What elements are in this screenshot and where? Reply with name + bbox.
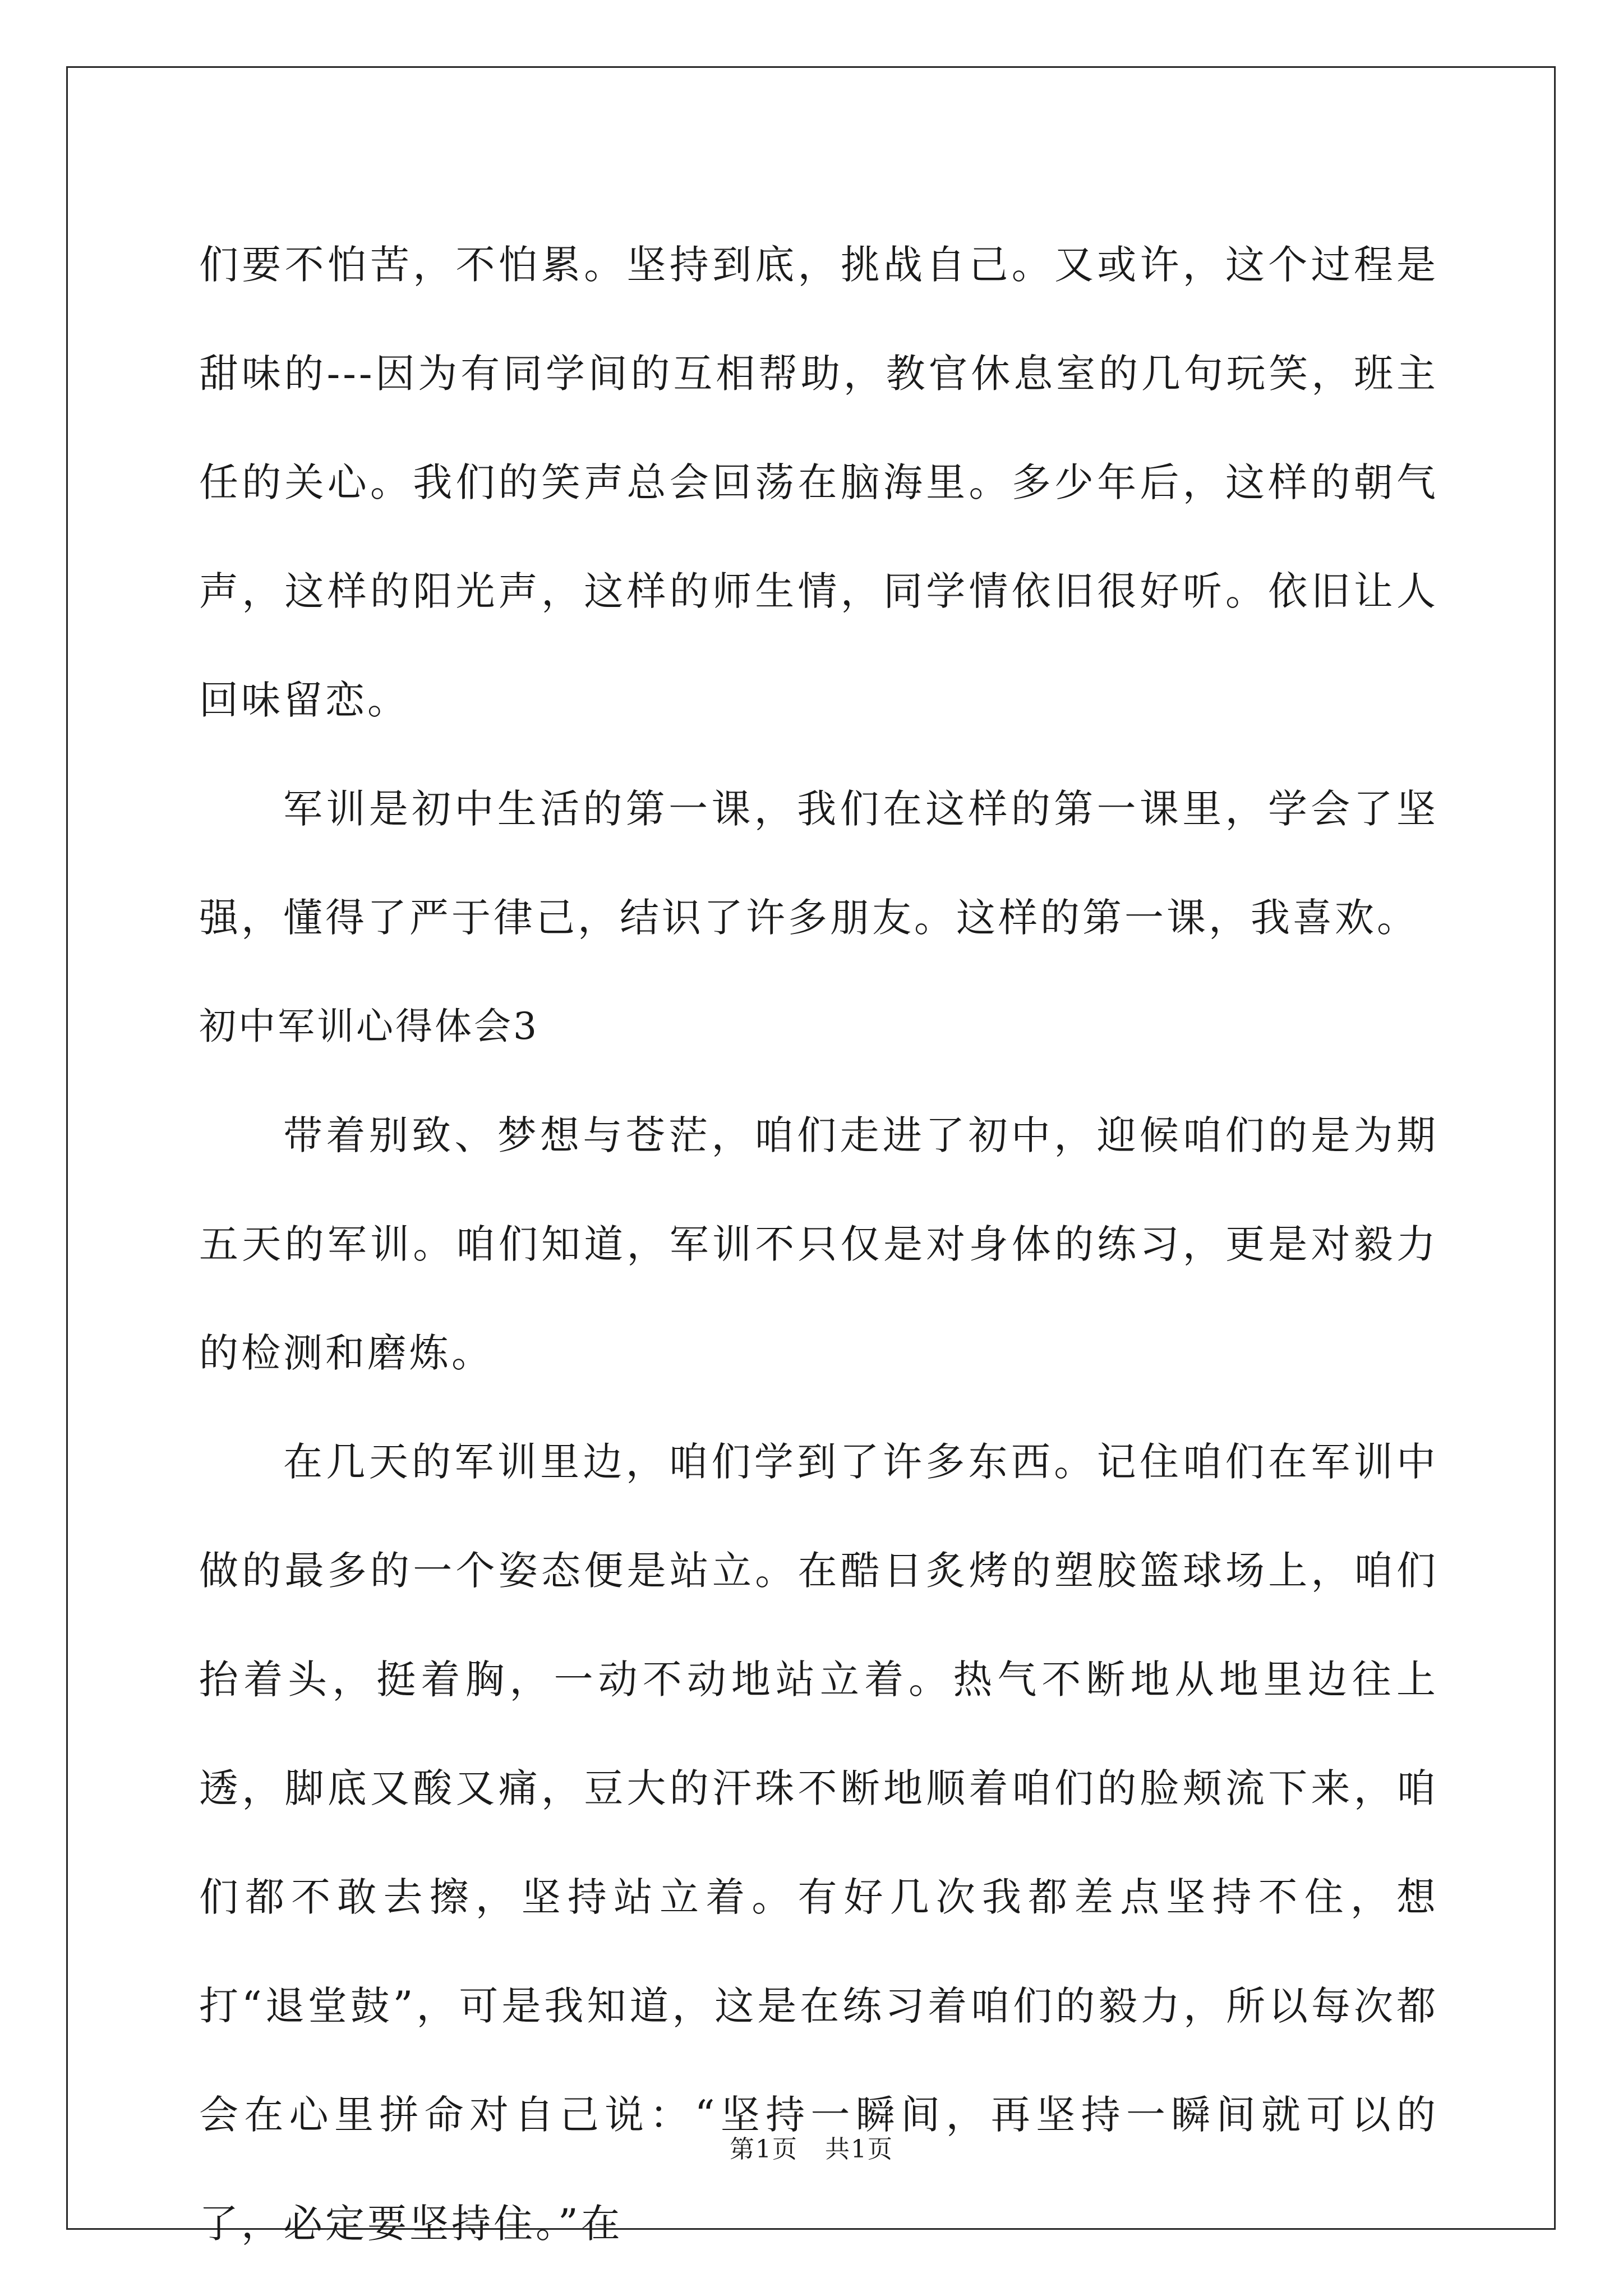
section-heading: 初中军训心得体会3 xyxy=(199,1005,539,1048)
document-body xyxy=(199,210,1438,2278)
page-footer: 第1页 共1页 xyxy=(730,2135,893,2164)
paragraph: 在几天的军训里边，咱们学到了许多东西。记住咱们在军训中做的最多的一个姿态便是站立。在酷日炙烤的塑胶篮球场上，咱们抬着头，挺着胸，一动不动地站立着。热气不断地从地里边往上透，脚底又酸又痛，豆大的汗珠不断地顺着咱们的脸颊流下来，咱们都不敢去擦，坚持站立着。有好几次我都差点坚持不住，想打“退堂鼓”，可是我知道，这是在练习着咱们的毅力，所以每次都会在心里拼命对自己说：“坚持一瞬间，再坚持一瞬间就可以的了，必定要坚持住。”在 xyxy=(199,1439,1438,2247)
paragraph: 带着别致、梦想与苍茫，咱们走进了初中，迎候咱们的是为期五天的军训。咱们知道，军训不只仅是对身体的练习，更是对毅力的检测和磨炼。 xyxy=(199,1112,1438,1376)
paragraph-continuation: 们要不怕苦，不怕累。坚持到底，挑战自己。又或许，这个过程是甜味的---因为有同学间的互相帮助，教官休息室的几句玩笑，班主任的关心。我们的笑声总会回荡在脑海里。多少年后，这样的朝气声，这样的阳光声，这样的师生情，同学情依旧很好听。依旧让人回味留恋。 xyxy=(199,242,1438,723)
paragraph: 军训是初中生活的第一课，我们在这样的第一课里，学会了坚强，懂得了严于律己，结识了许多朋友。这样的第一课，我喜欢。 xyxy=(199,786,1438,941)
